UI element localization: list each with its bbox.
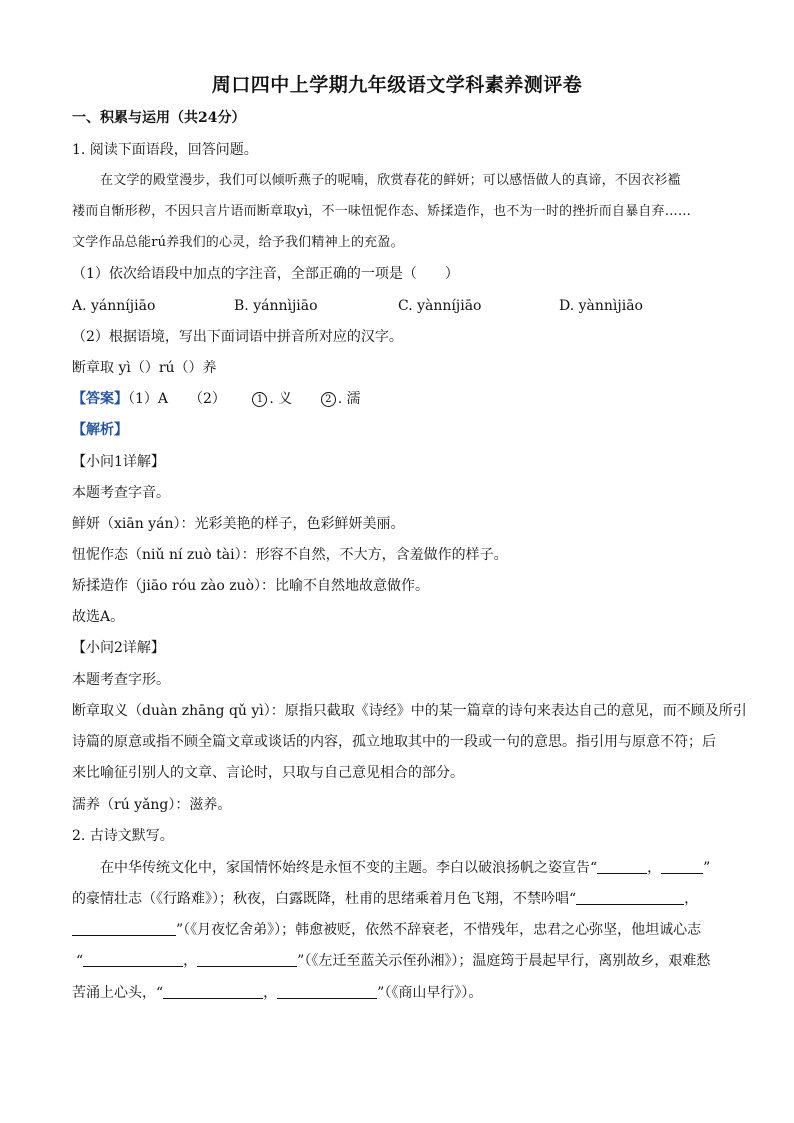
option-c: C. yànníjiāo <box>398 298 482 314</box>
answer-2-number: 2 <box>321 392 336 407</box>
poem-line-3 <box>72 920 701 940</box>
answer-tag: 【答案】 <box>72 391 128 407</box>
detail-1-tag: 【小问1详解】 <box>72 454 165 470</box>
detail-1-line: 忸怩作态（niǔ ní zuò tài）：形容不自然，不大方，含羞做作的样子。 <box>72 547 508 563</box>
poem-text: ” <box>703 860 711 876</box>
answer-blank[interactable] <box>576 890 684 905</box>
poem-text: 在中华传统文化中，家国情怀始终是永恒不变的主题。李白以破浪扬帆之姿宣告“ <box>100 860 598 876</box>
detail-2-tag: 【小问2详解】 <box>72 640 165 656</box>
poem-text: ， <box>183 953 198 969</box>
question-1-stem: 1. 阅读下面语段，回答问题。 <box>72 142 258 158</box>
answer-1: . 义 <box>269 391 293 407</box>
analysis-tag: 【解析】 <box>72 422 128 438</box>
passage-line-1: 在文学的殿堂漫步，我们可以倾听燕子的呢喃，欣赏春花的鲜妍；可以感悟做人的真谛，不因衣衫褴 <box>100 173 681 188</box>
poem-line-1 <box>100 858 710 878</box>
poem-text: 苦涌上心头，“ <box>72 985 164 1001</box>
answer-1-number: 1 <box>252 392 267 407</box>
poem-text: 的豪情壮志（《行路难》）；秋夜，白露既降，杜甫的思绪乘着月色飞翔，不禁吟唱“ <box>72 891 577 907</box>
sub-question-1: （1）依次给语段中加点的字注音，全部正确的一项是（ ） <box>72 266 459 282</box>
poem-text: ， <box>684 891 699 907</box>
passage-line-3: 文学作品总能rú养我们的心灵，给予我们精神上的充盈。 <box>72 235 404 250</box>
poem-text: ”（《商山早行》）。 <box>377 985 483 1001</box>
poem-text: ， <box>263 985 278 1001</box>
detail-2-line: 本题考查字形。 <box>72 672 170 688</box>
detail-2-line: 诗篇的原意或指不顾全篇文章或谈话的内容，孤立地取其中的一段或一句的意思。指引用与原意不符；后 <box>72 734 716 750</box>
detail-2-line: 来比喻征引别人的文章、言论时，只取与自己意见相合的部分。 <box>72 765 464 781</box>
answer-blank[interactable] <box>83 952 183 967</box>
option-a: A. yánníjiāo <box>72 298 156 314</box>
detail-1-line: 鲜妍（xiān yán）：光彩美艳的样子，色彩鲜妍美丽。 <box>72 516 405 532</box>
poem-text: “ <box>76 953 84 969</box>
detail-2-line: 断章取义（duàn zhāng qǔ yì）：原指只截取《诗经》中的某一篇章的诗句来表达自己的意见，而不顾及所引 <box>72 703 747 719</box>
detail-1-line: 矫揉造作（jiāo róu zào zuò）：比喻不自然地故意做作。 <box>72 578 430 594</box>
page-title: 周口四中上学期九年级语文学科素养测评卷 <box>211 74 583 96</box>
question-2-stem: 2. 古诗文默写。 <box>72 828 174 844</box>
poem-line-2 <box>72 889 698 909</box>
option-b: B. yánnìjiāo <box>234 298 318 314</box>
poem-line-4 <box>76 951 710 971</box>
answer-blank[interactable] <box>72 921 176 936</box>
detail-1-line: 本题考查字音。 <box>72 485 170 501</box>
answer-2: . 濡 <box>337 391 361 407</box>
answer-blank[interactable] <box>197 952 297 967</box>
sub-question-2: （2）根据语境，写出下面词语中拼音所对应的汉字。 <box>72 329 403 345</box>
section-heading: 一、积累与运用（共24分） <box>72 110 246 126</box>
poem-text: ”（《左迁至蓝关示侄孙湘》）；温庭筠于晨起早行，离别故乡，艰难愁 <box>297 953 711 969</box>
poem-line-5 <box>72 983 482 1003</box>
answer-blank[interactable] <box>163 984 263 999</box>
detail-2-line: 濡养（rú yǎng）：滋养。 <box>72 797 232 813</box>
option-d: D. yànnìjiāo <box>559 298 643 314</box>
answer-text: （1）A （2） <box>128 391 226 407</box>
detail-1-line: 故选A。 <box>72 609 125 625</box>
answer-blank[interactable] <box>597 859 647 874</box>
sub-question-2-words: 断章取 yì（）rú（）养 <box>72 360 217 376</box>
poem-text: ”（《月夜忆舍弟》）；韩愈被贬，依然不辞衰老，不惜残年，忠君之心弥坚，他坦诚心志 <box>176 922 702 938</box>
answer-blank[interactable] <box>661 859 703 874</box>
answer-line <box>72 389 361 409</box>
poem-text: ， <box>647 860 662 876</box>
passage-line-2: 褛而自惭形秽，不因只言片语而断章取yì，不一味忸怩作态、矫揉造作，也不为一时的挫折而自暴自弃…… <box>72 204 692 219</box>
answer-blank[interactable] <box>277 984 377 999</box>
